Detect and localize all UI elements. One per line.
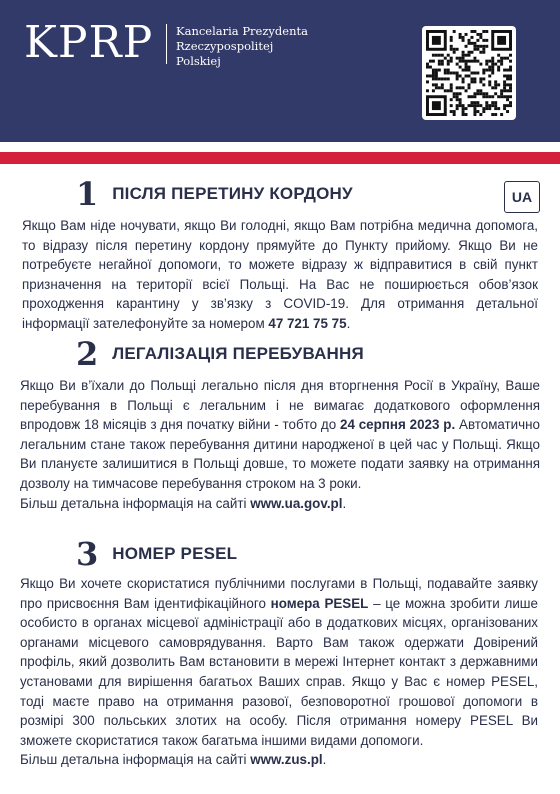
section-2-text [20,376,540,513]
section-3-body-end: – це можна зробити лише особисто в органах місцевої адміністрації або в додаткових місцях, організованих органами місцевого самоврядування. Варто Вам також одержати Довірений профіль, який дозволить Вам встановити в мережі Інтернет контакт з державними установами для вирішення багатьох Ваших справ. Якщо у Вас є номер PESEL, тоді маєте право на отримання разової, безповоротної грошової допомоги в розмірі 300 польських злотих на особу. Після отримання номеру PESEL Ви зможете скористатися також багатьма іншими видами допомоги. [20,595,538,748]
section-3-text [20,574,538,770]
section-1-title: ПІСЛЯ ПЕРЕТИНУ КОРДОНУ [112,184,353,203]
qr-code [422,26,516,120]
section-3-title: НОМЕР PESEL [112,544,238,563]
section-1-phone: 47 721 75 75 [268,315,347,331]
qr-code-graphic [426,30,512,116]
section-1-body: Якщо Вам ніде ночувати, якщо Ви голодні, якщо Вам потрібна медична допомога, то відразу після перетину кордону прямуйте до Пункту прийому. Якщо Ви не потребуєте негайної допомоги, то можете відразу ж відправитися в свій пункт призначення на території всієї Польщі. На Вас не поширюється обов’язок проходження карантину у зв’язку з COVID-19. Для отримання детальної інформації зателефонуйте за номером [22,218,538,331]
section-1-end: . [346,315,351,331]
section-2-body: Якщо Ви в’їхали до Польщі легально після дня вторгнення Росії в Україну, Ваше перебування в Польщі є легальним і не вимагає додаткового оформлення впродовж 18 місяців з дня початку війни - тобто до [20,378,540,433]
section-3-more-text: Більш детальна інформація на сайті [20,752,251,768]
section-3-link[interactable]: www.zus.pl [250,752,323,768]
header-banner [0,0,560,142]
section-2-link[interactable]: www.ua.gov.pl [250,495,343,511]
section-2-heading [76,336,364,372]
section-2-body-end: Автоматично легальним стане також перебування дитини народженої в цей час у Польщі. Якщо Ви плануєте залишитися в Польщі довше, то можете подати заявку на отримання дозволу на тимчасове перебування строком на 3 роки. [20,417,540,491]
office-line-1: Kancelaria Prezydenta [176,24,308,38]
section-1-text [22,216,538,334]
section-2-date: 24 серпня 2023 р. [340,417,456,433]
section-2-number: 2 [76,335,99,373]
flag-stripe-red [0,152,560,164]
logo-divider [166,24,167,64]
section-3-heading [76,536,237,572]
section-3-number: 3 [76,535,99,573]
language-badge: UA [504,181,540,213]
office-line-2: Rzeczypospolitej [176,39,274,53]
section-3-pesel: номера PESEL [270,595,369,611]
section-1-heading [76,176,353,212]
section-3-more-end: . [322,752,327,768]
section-2-title: ЛЕГАЛІЗАЦІЯ ПЕРЕБУВАННЯ [112,344,364,363]
office-line-3: Polskiej [176,54,221,68]
section-2-more-text: Більш детальна інформація на сайті [20,495,251,511]
section-1-number: 1 [76,175,99,213]
office-name [176,24,308,69]
kprp-logo: KPRP [24,17,154,68]
flag-stripe-white [0,142,560,152]
section-2-more-end: . [342,495,347,511]
section-3-body: Якщо Ви хочете скористатися публічними послугами в Польщі, подавайте заявку про присвоєння Вам ідентифікаційного [20,576,538,611]
